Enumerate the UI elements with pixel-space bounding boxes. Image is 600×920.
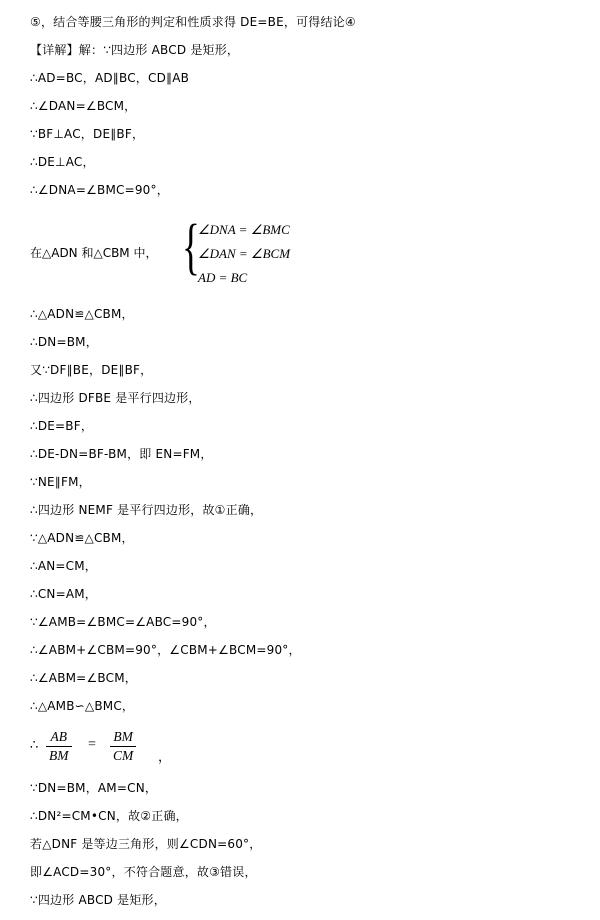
text-line: ∴∠ABM=∠BCM， (30, 671, 137, 685)
text-line: ∴AN=CM， (30, 559, 98, 573)
fraction-numerator: BM (113, 729, 133, 744)
text-line: ∴DE-DN=BF-BM，即 EN=FM， (30, 447, 213, 461)
text-line: ∴CN=AM， (30, 587, 98, 601)
text-line: ∴DN=BM， (30, 335, 98, 349)
text-line: ∴四边形 DFBE 是平行四边形， (30, 391, 201, 405)
proportion-equation (30, 726, 570, 768)
text-line: ∴∠ABM+∠CBM=90°，∠CBM+∠BCM=90°， (30, 643, 301, 657)
text-line: ∴AD=BC，AD∥BC，CD∥AB (30, 71, 190, 85)
therefore-symbol: ∴ (30, 738, 39, 753)
text-line: 即∠ACD=30°，不符合题意，故③错误， (30, 865, 257, 879)
fraction-numerator: AB (50, 729, 67, 744)
text-line: ∴△ADN≌△CBM， (30, 307, 134, 321)
equation-row: ∠DNA = ∠BMC (198, 222, 290, 237)
fraction-denominator: CM (110, 746, 136, 765)
equation-system (30, 210, 570, 296)
text-line: ∵∠AMB=∠BMC=∠ABC=90°， (30, 615, 216, 629)
text-line: ∴∠DNA=∠BMC=90°， (30, 183, 169, 197)
text-line: ⑤，结合等腰三角形的判定和性质求得 DE=BE，可得结论④ (30, 15, 356, 29)
fraction-denominator: BM (46, 746, 72, 765)
text-line: 【详解】解：∵四边形 ABCD 是矩形， (30, 43, 240, 57)
equation-row: AD = BC (198, 270, 248, 285)
text-line: ∵四边形 ABCD 是矩形， (30, 893, 166, 907)
fraction-left (46, 728, 72, 765)
text-line: ∴DN²=CM•CN，故②正确， (30, 809, 188, 823)
text-line: ∴DE=BF， (30, 419, 94, 433)
text-line: ∴△AMB∽△BMC， (30, 699, 135, 713)
equals-symbol: = (88, 737, 96, 752)
document-content (30, 14, 570, 920)
text-line: ∴DE⊥AC， (30, 155, 95, 169)
equation-system-rows (198, 218, 290, 290)
text-line: ∴∠DAN=∠BCM， (30, 99, 137, 113)
text-line: ∴四边形 NEMF 是平行四边形，故①正确， (30, 503, 263, 517)
text-line: ∵DN=BM，AM=CN， (30, 781, 158, 795)
equation-system-label: 在△ADN 和△CBM 中， (30, 246, 158, 260)
left-brace: { (182, 213, 200, 281)
text-line: ∵NE∥FM， (30, 475, 91, 489)
equation-row: ∠DAN = ∠BCM (198, 246, 291, 261)
text-line: 若△DNF 是等边三角形，则∠CDN=60°， (30, 837, 262, 851)
text-line: ∵△ADN≌△CBM， (30, 531, 134, 545)
text-line: 又∵DF∥BE，DE∥BF， (30, 363, 153, 377)
text-line: ∵BF⊥AC，DE∥BF， (30, 127, 145, 141)
comma-symbol: ， (158, 749, 172, 764)
fraction-right (110, 728, 136, 765)
